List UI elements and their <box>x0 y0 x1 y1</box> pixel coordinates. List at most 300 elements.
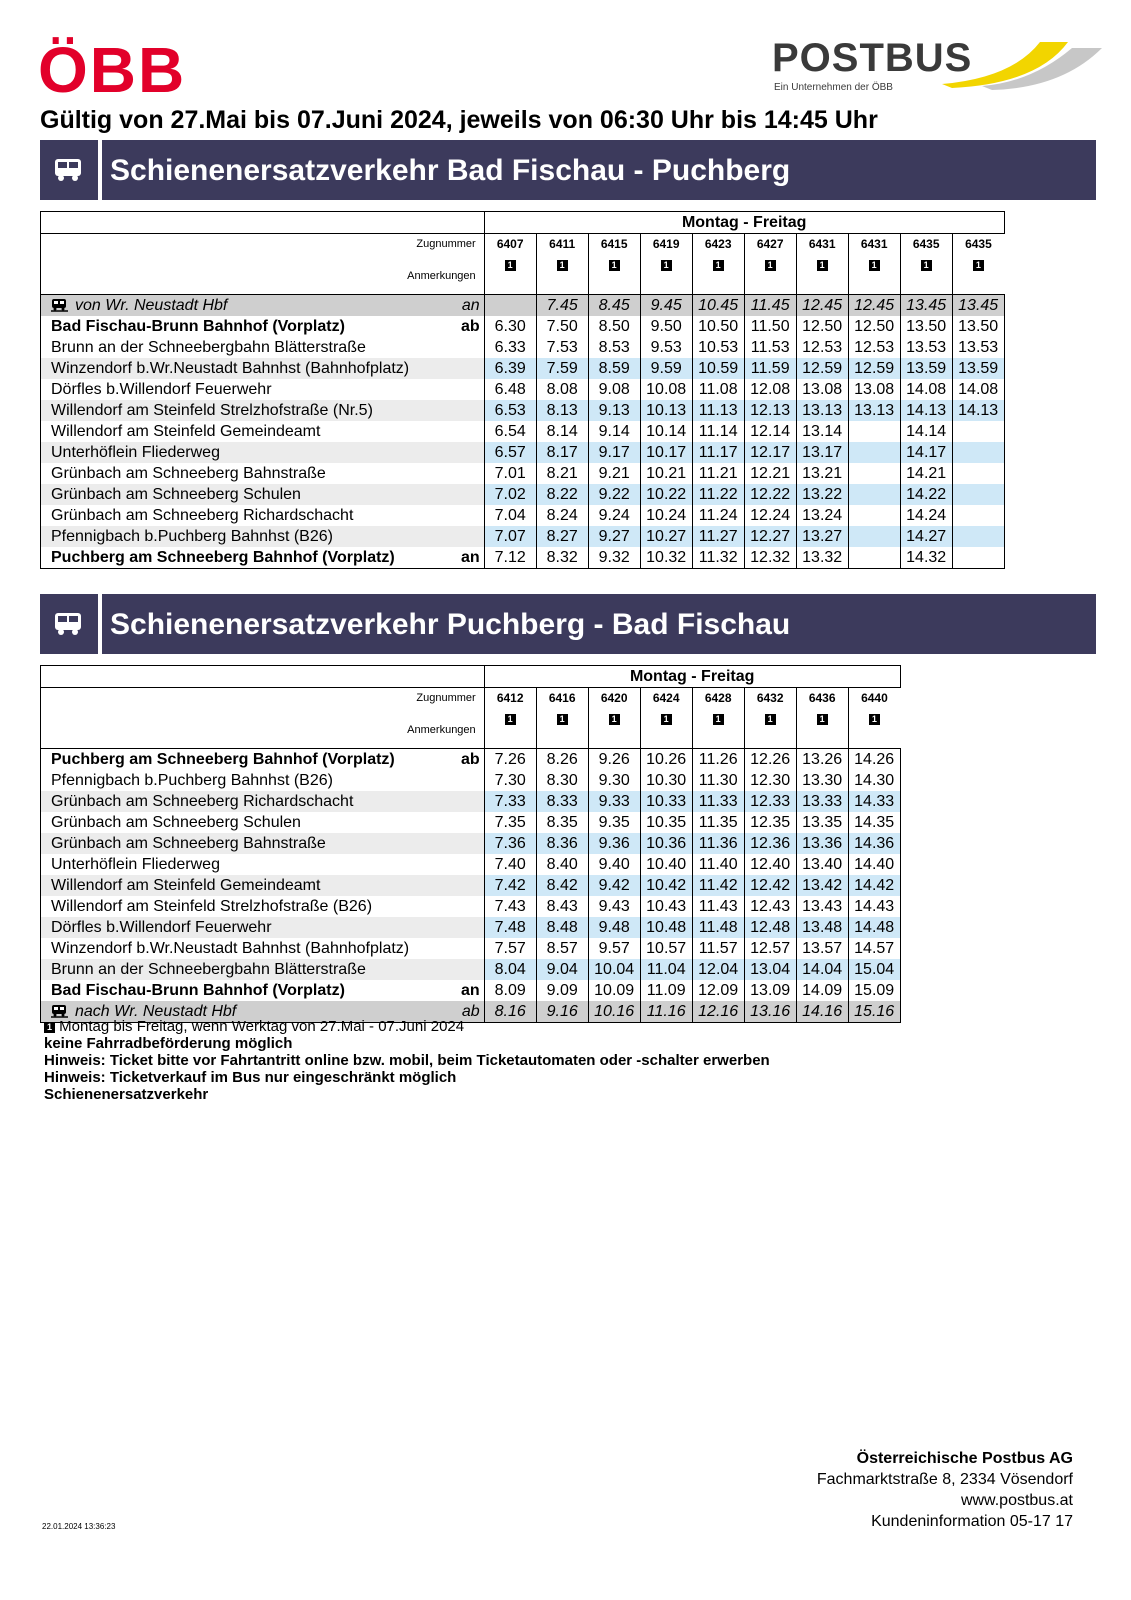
stop-name <box>41 749 462 771</box>
time-cell: 14.57 <box>848 938 900 959</box>
table-row <box>41 980 901 1001</box>
train-number: 6416 <box>536 688 588 710</box>
time-cell: 9.30 <box>588 770 640 791</box>
time-cell: 11.33 <box>692 791 744 812</box>
time-cell: 13.27 <box>796 526 848 547</box>
time-cell: 9.17 <box>588 442 640 463</box>
time-cell: 10.43 <box>640 896 692 917</box>
time-cell: 11.57 <box>692 938 744 959</box>
time-cell: 13.26 <box>796 749 848 771</box>
time-cell: 13.53 <box>952 337 1004 358</box>
arr-dep-suffix <box>461 812 484 833</box>
time-cell: 11.04 <box>640 959 692 980</box>
time-cell: 12.42 <box>744 875 796 896</box>
stop-name <box>41 896 462 917</box>
time-cell: 8.42 <box>536 875 588 896</box>
arr-dep-suffix <box>461 854 484 875</box>
stop-name <box>41 980 462 1001</box>
stop-name-text: Winzendorf b.Wr.Neustadt Bahnhst (Bahnhofplatz) <box>51 360 410 377</box>
time-cell: 9.14 <box>588 421 640 442</box>
stop-name <box>41 505 462 526</box>
time-cell: 15.04 <box>848 959 900 980</box>
time-cell: 13.30 <box>796 770 848 791</box>
time-cell: 8.33 <box>536 791 588 812</box>
stop-name-text: Bad Fischau-Brunn Bahnhof (Vorplatz) <box>51 318 345 335</box>
time-cell: 15.16 <box>848 1001 900 1023</box>
time-cell: 8.50 <box>588 316 640 337</box>
note-mark: 1 <box>557 260 568 271</box>
time-cell: 14.08 <box>952 379 1004 400</box>
arr-dep-suffix <box>461 526 484 547</box>
time-cell: 6.54 <box>484 421 536 442</box>
stop-name-text: Willendorf am Steinfeld Strelzhofstraße (Nr.5) <box>51 402 373 419</box>
stop-name-text: Brunn an der Schneebergbahn Blätterstraße <box>51 961 366 978</box>
time-cell: 10.13 <box>640 400 692 421</box>
time-cell <box>848 505 900 526</box>
time-cell: 12.08 <box>744 379 796 400</box>
table-row <box>41 749 901 771</box>
time-cell: 9.09 <box>536 980 588 1001</box>
time-cell: 9.26 <box>588 749 640 771</box>
table-row <box>41 896 901 917</box>
note-cell <box>744 255 796 295</box>
time-cell <box>848 547 900 569</box>
time-cell: 12.30 <box>744 770 796 791</box>
time-cell: 8.16 <box>484 1001 536 1023</box>
table-row <box>41 812 901 833</box>
time-cell: 14.22 <box>900 484 952 505</box>
time-cell: 13.16 <box>744 1001 796 1023</box>
stop-name-text: Pfennigbach b.Puchberg Bahnhst (B26) <box>51 528 333 545</box>
note-mark: 1 <box>557 714 568 725</box>
time-cell: 12.59 <box>848 358 900 379</box>
time-cell: 12.16 <box>692 1001 744 1023</box>
time-cell: 11.22 <box>692 484 744 505</box>
time-cell <box>848 526 900 547</box>
note-mark: 1 <box>869 260 880 271</box>
time-cell: 6.33 <box>484 337 536 358</box>
stop-name-text: Puchberg am Schneeberg Bahnhof (Vorplatz) <box>51 549 395 566</box>
time-cell <box>484 295 536 317</box>
section2-banner <box>40 594 1096 654</box>
time-cell: 7.57 <box>484 938 536 959</box>
train-number: 6435 <box>900 234 952 256</box>
stop-name <box>41 833 462 854</box>
time-cell: 12.45 <box>848 295 900 317</box>
stop-name-text: Unterhöflein Fliederweg <box>51 444 220 461</box>
time-cell: 11.09 <box>640 980 692 1001</box>
time-cell: 10.48 <box>640 917 692 938</box>
note-cell <box>900 255 952 295</box>
stop-name-text: Grünbach am Schneeberg Schulen <box>51 486 301 503</box>
time-cell: 7.07 <box>484 526 536 547</box>
stop-name-text: Winzendorf b.Wr.Neustadt Bahnhst (Bahnhofplatz) <box>51 940 410 957</box>
time-cell: 11.43 <box>692 896 744 917</box>
time-cell: 8.09 <box>484 980 536 1001</box>
timetable-puchberg-bad-fischau <box>40 665 901 1023</box>
footnote-1-text: Montag bis Freitag, wenn Werktag von 27.Mai - 07.Juni 2024 <box>59 1018 465 1035</box>
time-cell: 13.22 <box>796 484 848 505</box>
arr-dep-suffix <box>461 875 484 896</box>
train-number: 6407 <box>484 234 536 256</box>
train-number: 6411 <box>536 234 588 256</box>
train-number: 6420 <box>588 688 640 710</box>
bus-icon <box>53 611 85 637</box>
note-cell <box>848 255 900 295</box>
time-cell: 7.48 <box>484 917 536 938</box>
time-cell: 13.43 <box>796 896 848 917</box>
time-cell: 13.13 <box>796 400 848 421</box>
time-cell: 9.24 <box>588 505 640 526</box>
train-number: 6440 <box>848 688 900 710</box>
bus-icon <box>53 157 85 183</box>
table-row <box>41 400 1005 421</box>
train-number: 6435 <box>952 234 1004 256</box>
time-cell: 10.27 <box>640 526 692 547</box>
stop-name <box>41 547 462 569</box>
time-cell: 7.04 <box>484 505 536 526</box>
stop-name-text: Grünbach am Schneeberg Schulen <box>51 814 301 831</box>
time-cell: 10.35 <box>640 812 692 833</box>
arr-dep-suffix: ab <box>461 749 484 771</box>
note-cell <box>536 709 588 749</box>
zugnummer-label: Zugnummer <box>41 234 485 256</box>
time-cell: 11.53 <box>744 337 796 358</box>
company-name: Österreichische Postbus AG <box>856 1450 1073 1467</box>
time-cell: 12.50 <box>848 316 900 337</box>
train-number: 6428 <box>692 688 744 710</box>
time-cell <box>952 463 1004 484</box>
stop-name <box>41 938 462 959</box>
table-row <box>41 421 1005 442</box>
time-cell: 13.50 <box>900 316 952 337</box>
time-cell: 11.30 <box>692 770 744 791</box>
note-cell <box>536 255 588 295</box>
footnote-line: keine Fahrradbeförderung möglich <box>44 1035 293 1052</box>
time-cell: 8.35 <box>536 812 588 833</box>
time-cell: 8.45 <box>588 295 640 317</box>
footnotes <box>44 1018 770 1103</box>
table-row <box>41 295 1005 317</box>
time-cell: 8.14 <box>536 421 588 442</box>
time-cell: 10.22 <box>640 484 692 505</box>
time-cell: 14.13 <box>900 400 952 421</box>
time-cell: 8.08 <box>536 379 588 400</box>
time-cell: 10.21 <box>640 463 692 484</box>
time-cell: 11.14 <box>692 421 744 442</box>
time-cell <box>952 505 1004 526</box>
time-cell: 9.36 <box>588 833 640 854</box>
time-cell: 14.21 <box>900 463 952 484</box>
time-cell: 8.57 <box>536 938 588 959</box>
table-row <box>41 791 901 812</box>
time-cell: 12.22 <box>744 484 796 505</box>
time-cell: 13.36 <box>796 833 848 854</box>
time-cell: 12.59 <box>796 358 848 379</box>
footnote-line: Hinweis: Ticketverkauf im Bus nur eingeschränkt möglich <box>44 1069 457 1086</box>
time-cell: 13.04 <box>744 959 796 980</box>
time-cell: 13.33 <box>796 791 848 812</box>
time-cell: 8.43 <box>536 896 588 917</box>
arr-dep-suffix <box>461 833 484 854</box>
time-cell: 7.12 <box>484 547 536 569</box>
time-cell: 9.04 <box>536 959 588 980</box>
time-cell: 13.50 <box>952 316 1004 337</box>
time-cell: 10.16 <box>588 1001 640 1023</box>
time-cell: 12.35 <box>744 812 796 833</box>
time-cell: 11.36 <box>692 833 744 854</box>
train-number: 6432 <box>744 688 796 710</box>
time-cell: 14.13 <box>952 400 1004 421</box>
anmerkungen-label: Anmerkungen <box>41 709 485 749</box>
table-row <box>41 463 1005 484</box>
time-cell: 12.45 <box>796 295 848 317</box>
arr-dep-suffix <box>461 938 484 959</box>
time-cell: 10.42 <box>640 875 692 896</box>
stop-name <box>41 379 462 400</box>
train-number: 6424 <box>640 688 692 710</box>
time-cell: 8.17 <box>536 442 588 463</box>
time-cell: 14.26 <box>848 749 900 771</box>
stop-name-text: Grünbach am Schneeberg Bahnstraße <box>51 835 326 852</box>
postbus-logo <box>772 38 1102 98</box>
footnote-1 <box>44 1018 770 1035</box>
time-cell: 7.45 <box>536 295 588 317</box>
company-info-line: Kundeninformation 05-17 17 <box>871 1513 1073 1530</box>
note-cell <box>796 255 848 295</box>
time-cell: 14.24 <box>900 505 952 526</box>
validity-text: Gültig von 27.Mai bis 07.Juni 2024, jeweils von 06:30 Uhr bis 14:45 Uhr <box>40 106 878 134</box>
time-cell: 7.40 <box>484 854 536 875</box>
section2-title: Schienenersatzverkehr Puchberg - Bad Fischau <box>110 608 791 641</box>
stop-name <box>41 854 462 875</box>
arr-dep-suffix <box>461 442 484 463</box>
time-cell: 8.40 <box>536 854 588 875</box>
time-cell: 13.40 <box>796 854 848 875</box>
time-cell: 12.50 <box>796 316 848 337</box>
time-cell: 14.42 <box>848 875 900 896</box>
time-cell: 11.13 <box>692 400 744 421</box>
time-cell: 10.17 <box>640 442 692 463</box>
note-mark: 1 <box>609 260 620 271</box>
time-cell: 12.53 <box>796 337 848 358</box>
time-cell <box>848 442 900 463</box>
time-cell: 10.50 <box>692 316 744 337</box>
time-cell <box>952 526 1004 547</box>
time-cell: 12.27 <box>744 526 796 547</box>
arr-dep-suffix <box>461 770 484 791</box>
time-cell: 7.43 <box>484 896 536 917</box>
time-cell: 10.14 <box>640 421 692 442</box>
time-cell: 11.26 <box>692 749 744 771</box>
stop-name <box>41 463 462 484</box>
table-row <box>41 526 1005 547</box>
time-cell: 13.45 <box>900 295 952 317</box>
note-cell <box>484 255 536 295</box>
time-cell: 9.40 <box>588 854 640 875</box>
time-cell: 8.30 <box>536 770 588 791</box>
train-number: 6415 <box>588 234 640 256</box>
table-row <box>41 875 901 896</box>
time-cell: 12.26 <box>744 749 796 771</box>
stop-name <box>41 791 462 812</box>
print-timestamp: 22.01.2024 13:36:23 <box>42 1522 116 1531</box>
time-cell: 14.27 <box>900 526 952 547</box>
train-bus-icon <box>51 1004 69 1018</box>
note-mark: 1 <box>921 260 932 271</box>
table-row <box>41 938 901 959</box>
time-cell: 10.09 <box>588 980 640 1001</box>
note-cell <box>588 255 640 295</box>
stop-name <box>41 421 462 442</box>
time-cell <box>952 442 1004 463</box>
arr-dep-suffix <box>461 337 484 358</box>
time-cell: 11.21 <box>692 463 744 484</box>
arr-dep-suffix <box>461 400 484 421</box>
time-cell: 7.26 <box>484 749 536 771</box>
stop-name <box>41 316 462 337</box>
time-cell: 8.24 <box>536 505 588 526</box>
train-number: 6419 <box>640 234 692 256</box>
note-cell <box>484 709 536 749</box>
time-cell: 6.39 <box>484 358 536 379</box>
time-cell: 8.32 <box>536 547 588 569</box>
time-cell: 10.04 <box>588 959 640 980</box>
time-cell: 15.09 <box>848 980 900 1001</box>
time-cell: 9.35 <box>588 812 640 833</box>
stop-name-text: Pfennigbach b.Puchberg Bahnhst (B26) <box>51 772 333 789</box>
time-cell: 8.04 <box>484 959 536 980</box>
time-cell: 8.21 <box>536 463 588 484</box>
note-cell <box>952 255 1004 295</box>
time-cell: 14.30 <box>848 770 900 791</box>
note-mark: 1 <box>44 1022 55 1033</box>
time-cell: 14.14 <box>900 421 952 442</box>
note-mark: 1 <box>505 260 516 271</box>
days-header: Montag - Freitag <box>484 666 900 688</box>
time-cell: 9.21 <box>588 463 640 484</box>
train-number: 6436 <box>796 688 848 710</box>
stop-name-text: Dörfles b.Willendorf Feuerwehr <box>51 381 272 398</box>
train-number: 6423 <box>692 234 744 256</box>
time-cell: 13.35 <box>796 812 848 833</box>
note-mark: 1 <box>713 714 724 725</box>
days-header: Montag - Freitag <box>484 212 1004 234</box>
time-cell: 14.08 <box>900 379 952 400</box>
stop-name <box>41 875 462 896</box>
table-row <box>41 337 1005 358</box>
time-cell: 8.27 <box>536 526 588 547</box>
stop-name-text: Willendorf am Steinfeld Gemeindeamt <box>51 423 321 440</box>
stop-name-text: Willendorf am Steinfeld Strelzhofstraße (B26) <box>51 898 373 915</box>
time-cell: 14.09 <box>796 980 848 1001</box>
time-cell <box>952 421 1004 442</box>
zugnummer-label: Zugnummer <box>41 688 485 710</box>
time-cell: 13.21 <box>796 463 848 484</box>
time-cell: 12.33 <box>744 791 796 812</box>
train-number: 6427 <box>744 234 796 256</box>
note-cell <box>640 255 692 295</box>
table-row <box>41 770 901 791</box>
arr-dep-suffix: ab <box>461 318 480 335</box>
arr-dep-suffix <box>461 358 484 379</box>
time-cell: 14.16 <box>796 1001 848 1023</box>
time-cell: 7.59 <box>536 358 588 379</box>
time-cell: 9.22 <box>588 484 640 505</box>
time-cell: 6.48 <box>484 379 536 400</box>
company-address: Fachmarktstraße 8, 2334 Vösendorf <box>816 1471 1073 1488</box>
time-cell: 10.36 <box>640 833 692 854</box>
note-mark: 1 <box>869 714 880 725</box>
time-cell: 6.30 <box>484 316 536 337</box>
time-cell: 12.24 <box>744 505 796 526</box>
arr-dep-suffix <box>461 484 484 505</box>
time-cell: 13.08 <box>848 379 900 400</box>
time-cell: 14.48 <box>848 917 900 938</box>
note-mark: 1 <box>817 714 828 725</box>
time-cell: 8.36 <box>536 833 588 854</box>
time-cell <box>848 463 900 484</box>
time-cell: 9.33 <box>588 791 640 812</box>
time-cell: 6.53 <box>484 400 536 421</box>
time-cell: 9.32 <box>588 547 640 569</box>
arr-dep-suffix: ab <box>461 1001 484 1023</box>
footnote-line: Hinweis: Ticket bitte vor Fahrtantritt online bzw. mobil, beim Ticketautomaten oder -schalter erwerben <box>44 1052 770 1069</box>
time-cell: 12.13 <box>744 400 796 421</box>
arr-dep-suffix <box>461 421 484 442</box>
table-row <box>41 484 1005 505</box>
note-cell <box>796 709 848 749</box>
section1-banner <box>40 140 1096 200</box>
note-mark: 1 <box>817 260 828 271</box>
stop-name-text: Bad Fischau-Brunn Bahnhof (Vorplatz) <box>51 982 345 999</box>
note-cell <box>692 255 744 295</box>
time-cell: 13.57 <box>796 938 848 959</box>
time-cell: 7.33 <box>484 791 536 812</box>
table-row <box>41 959 901 980</box>
note-mark: 1 <box>661 260 672 271</box>
time-cell: 12.17 <box>744 442 796 463</box>
table-row <box>41 316 1005 337</box>
train-number: 6431 <box>848 234 900 256</box>
time-cell: 10.26 <box>640 749 692 771</box>
stop-name <box>41 770 462 791</box>
stop-name-text: Willendorf am Steinfeld Gemeindeamt <box>51 877 321 894</box>
time-cell: 13.42 <box>796 875 848 896</box>
arr-dep-suffix <box>461 379 484 400</box>
table-row <box>41 358 1005 379</box>
time-cell: 14.04 <box>796 959 848 980</box>
anmerkungen-label: Anmerkungen <box>41 255 485 295</box>
time-cell: 7.35 <box>484 812 536 833</box>
postbus-logo-text: POSTBUS <box>772 36 973 80</box>
table-row <box>41 833 901 854</box>
time-cell: 8.48 <box>536 917 588 938</box>
postbus-swoosh-icon <box>772 38 1102 98</box>
stop-name <box>41 917 462 938</box>
arr-dep-suffix <box>461 917 484 938</box>
time-cell: 10.08 <box>640 379 692 400</box>
time-cell: 12.57 <box>744 938 796 959</box>
time-cell: 9.08 <box>588 379 640 400</box>
time-cell: 11.40 <box>692 854 744 875</box>
note-mark: 1 <box>661 714 672 725</box>
arr-dep-suffix: an <box>461 547 484 569</box>
company-web: www.postbus.at <box>960 1492 1073 1509</box>
time-cell: 11.59 <box>744 358 796 379</box>
time-cell: 10.30 <box>640 770 692 791</box>
train-number: 6431 <box>796 234 848 256</box>
